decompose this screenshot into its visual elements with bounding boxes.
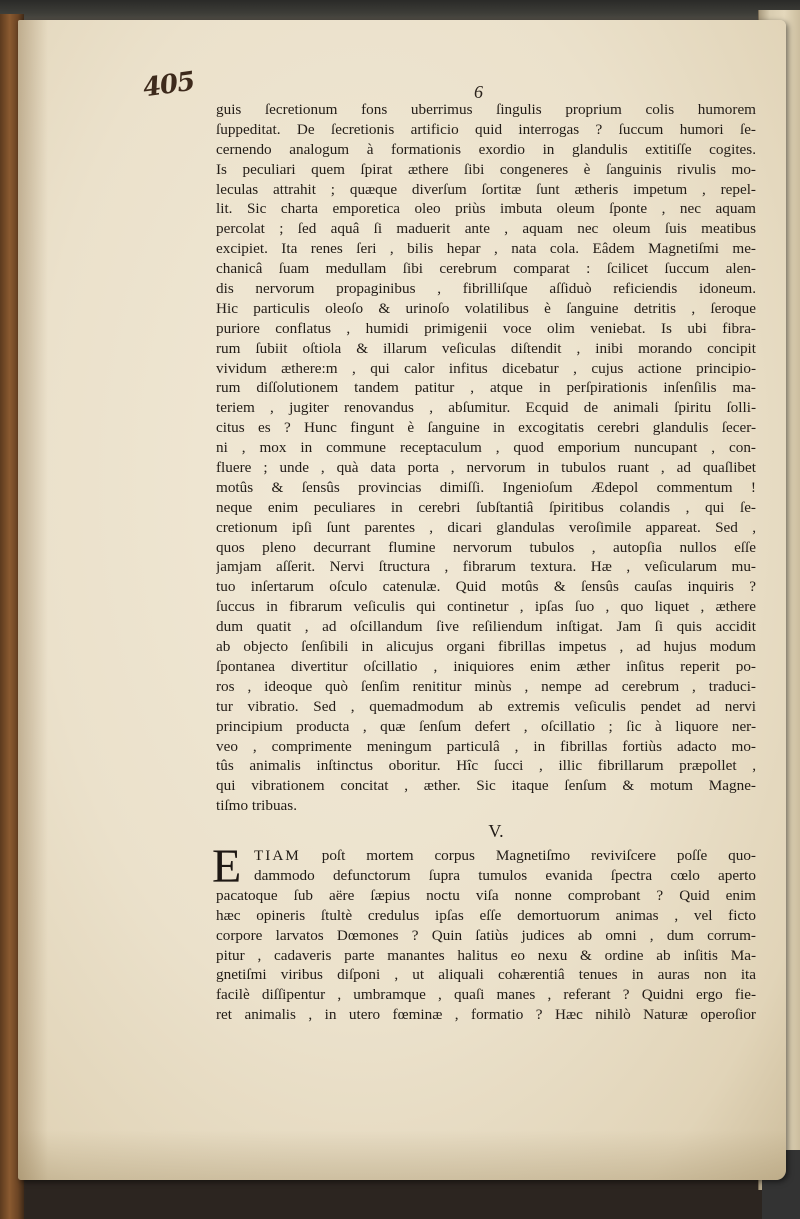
text-line: ret animalis , in utero fœminæ , formatio ? Hæc nihilò Naturæ operoſior — [216, 1006, 756, 1024]
text-line: ſuccus in fibrarum veſiculis qui continetur , ipſas ſuo , quo liquet , æthere — [216, 598, 756, 616]
text-line: quos pleno decurrant flumine nervorum tubulos , autopſia nullos eſſe — [216, 538, 756, 556]
text-line: neque enim peculiares in cerebri ſubſtantiâ ſpiritibus colandis , qui ſe- — [216, 498, 756, 516]
page-bottom-shade — [18, 1130, 786, 1180]
text-line: ros , ideoque quò ſenſim renititur minùs , nempe ad cerebrum , traduci- — [216, 677, 756, 695]
paragraph-2 — [212, 840, 756, 1025]
text-line — [216, 846, 756, 866]
paragraph-1 — [216, 100, 756, 816]
text-line: jamjam aſſerit. Nervi ſtructura , fibrarum textura. Hæ , veſicularum mu- — [216, 558, 756, 576]
text-line: dis nervorum propaginibus , fibrilliſque aſſiduò reficiendis idoneum. — [216, 280, 756, 298]
first-word-smallcaps: TIAM — [254, 847, 301, 865]
text-line: pitur , cadaveris parte manantes halitus eo nexu & ordine ab inſitis Ma- — [216, 946, 756, 964]
body-text — [212, 100, 756, 1025]
text-line: Hic particulis oleoſo & urinoſo volatilibus è ſanguine detritis , ſeroque — [216, 299, 756, 317]
text-line: tuo inſertarum oſculo catenulæ. Quid motûs & ſensûs cauſas inquiris ? — [216, 578, 756, 596]
drop-cap-initial: E — [212, 840, 242, 894]
text-line: hæc opineris ſtultè credulus ipſas eſſe demortuorum animas , vel ficto — [216, 906, 756, 924]
text-line: ni , mox in commune receptaculum , quod emporium nuncupant , con- — [216, 439, 756, 457]
text-line: facilè diſſipentur , umbramque , quaſi manes , referant ? Quidni ergo fie- — [216, 986, 756, 1004]
text-line: cretionum ipſi ſunt parentes , dicari glandulas veroſimile appareat. Sed , — [216, 518, 756, 536]
text-line: corpore larvatos Dœmones ? Quin ſatiùs judices ab omni , dum corrum- — [216, 926, 756, 944]
text-line: leculas attrahit ; quæque diverſum ſortitæ ſunt ætheris impetum , repel- — [216, 180, 756, 198]
page-sheet — [18, 20, 786, 1180]
text-line: tur vibratio. Sed , quemadmodum ab extremis veſiculis pendet ad nervi — [216, 697, 756, 715]
text-line: dammodo defunctorum ſupra tumulos evanida ſpectra cœlo aperto — [254, 866, 756, 884]
text-line: teriem , jugiter renovandus , abſumitur. Ecquid de animali ſpiritu ſolli- — [216, 399, 756, 417]
text-line: Is peculiari quem ſpirat æthere ſibi congeneres è ſanguinis rivulis mo- — [216, 160, 756, 178]
text-line: tûs animalis inſtinctus oboritur. Hîc ſucci , illic fibrillarum præpollet , — [216, 757, 756, 775]
text-line: ab objecto ſenſibili in alicujus organi fibrillas impetus , ad hujus modum — [216, 638, 756, 656]
text-line: cernendo analogum à formationis exordio in glandulis extitiſſe cogites. — [216, 140, 756, 158]
text-line: pacatoque ſub aëre ſæpius noctu viſa nonne comprobant ? Quid enim — [216, 886, 756, 904]
text-line: percolat ; ſed aquâ ſi maduerit ante , aquam nec oleum ſuis meatibus — [216, 220, 756, 238]
text-line: chanicâ ſuam medullam ſibi cerebrum comparat : ſcilicet ſuccum alen- — [216, 260, 756, 278]
handwritten-folio-number: 405 — [141, 66, 197, 104]
text-line: tiſmo tribuas. — [216, 797, 297, 815]
text-line: rum diſſolutionem tandem patitur , atque in perſpirationis inſenſilis ma- — [216, 379, 756, 397]
text-line: guis ſecretionum fons uberrimus ſingulis proprium colis humorem — [216, 101, 756, 118]
text-line: gnetiſmi viribus diſponi , ut aliquali cohærentiâ tenues in auras non ita — [216, 966, 756, 984]
text-line: dum quatit , ad oſcillandum ſive reſiliendum inſtigat. Jam ſi quis accidit — [216, 618, 756, 636]
text-line: excipiet. Ita renes ſeri , bilis hepar , nata cola. Eâdem Magnetiſmi me- — [216, 240, 756, 258]
text-line: principium producta , quæ ſenſum defert , oſcillatio ; ſic à liquore ner- — [216, 717, 756, 735]
text-line: qui vibrationem concitat , æther. Sic itaque ſenſum & motum Magne- — [216, 777, 756, 795]
section-number: V. — [488, 821, 504, 842]
page-number: 6 — [474, 82, 483, 102]
text-line: fluere ; unde , quà data porta , nervorum in tubulos ruant , ad quaſlibet — [216, 459, 756, 477]
text-line: citus es ? Hunc fingunt è ſanguine in excogitatis cerebri glandulis ſecer- — [216, 419, 756, 437]
book-top-edge — [0, 0, 800, 22]
text-line: motûs & ſensûs provincias dimiſſi. Ingenioſum Ædepol commentum ! — [216, 478, 756, 496]
text-line: vividum æthere:m , qui calor infitus dicebatur , cujus actione principio- — [216, 359, 756, 377]
text-line: veo , comprimente meningum particulâ , in fibrillas fortiùs adacto mo- — [216, 737, 756, 755]
text-line: ſpontanea divertitur oſcillatio , iniquiores enim æther inſitus reperit po- — [216, 657, 756, 675]
text-line: lit. Sic charta emporetica oleo priùs imbuta oleum ſponte , nec aquam — [216, 200, 756, 218]
text-line: puriore conflatus , humidi primigenii voce olim veniebat. Is ubi fibra- — [216, 319, 756, 337]
text-line: rum ſubiit oſtiola & illarum veſiculas diſtendit , inibi morando concipit — [216, 339, 756, 357]
text-line-rest: poſt mortem corpus Magnetiſmo reviviſcere poſſe quo- — [300, 847, 756, 865]
text-line: ſuppeditat. De ſecretionis artificio quid interrogas ? ſuccum humori ſe- — [216, 120, 756, 138]
page-gutter-shadow — [18, 20, 48, 1180]
